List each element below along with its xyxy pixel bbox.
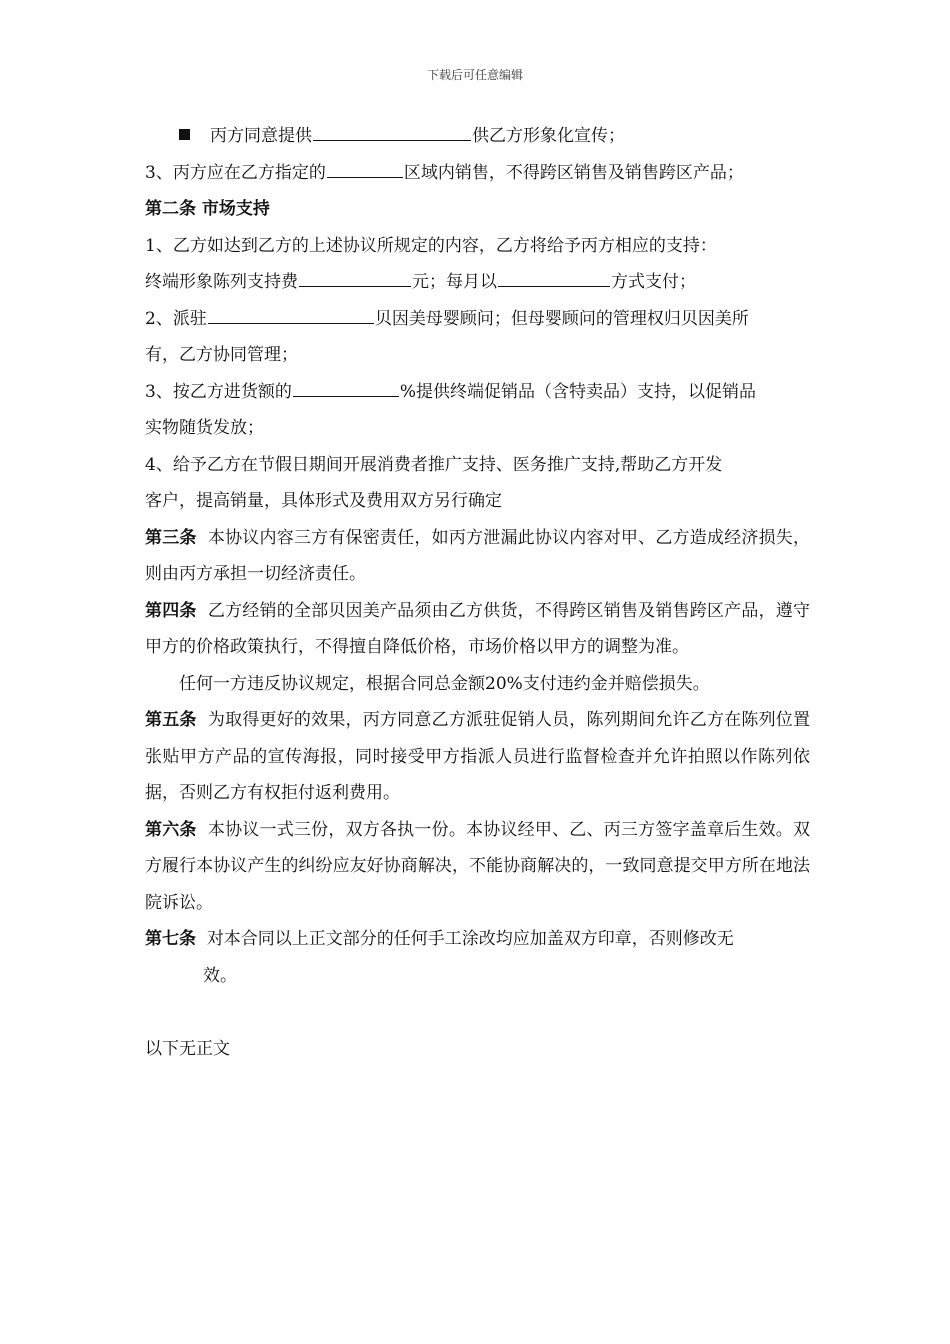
article-3-heading: 第三条 (145, 527, 197, 548)
article-6-body: 本协议一式三份，双方各执一份。本协议经甲、乙、丙三方签字盖章后生效。双方履行本协议产生的纠纷应友好协商解决，不能协商解决的，一致同意提交甲方所在地法院诉讼。 (145, 819, 811, 913)
article-3-body: 本协议内容三方有保密责任，如丙方泄漏此协议内容对甲、乙方造成经济损失，则由丙方承担一切经济责任。 (145, 527, 811, 584)
article-7 (145, 921, 810, 958)
article-4 (145, 593, 810, 666)
clause-line: 4、给予乙方在节假日期间开展消费者推广支持、医务推广支持,帮助乙方开发 (145, 454, 723, 475)
clause-line: 实物随货发放； (145, 418, 264, 438)
clause-line-bullet (145, 118, 810, 155)
text-segment: 终端形象陈列支持费 (145, 272, 298, 292)
article-6-heading: 第六条 (145, 819, 197, 840)
end-of-text: 以下无正文 (145, 1038, 230, 1059)
article-5 (145, 702, 810, 812)
text-segment: 3、丙方应在乙方指定的 (145, 162, 326, 183)
fill-blank[interactable] (313, 122, 471, 141)
clause-line: 客户，提高销量，具体形式及费用双方另行确定 (145, 491, 502, 511)
square-bullet-icon (179, 129, 190, 140)
fill-blank[interactable] (208, 305, 374, 324)
text-segment: 2、派驻 (145, 308, 207, 329)
document-body (145, 118, 810, 1067)
text-segment: 贝因美母婴顾问；但母婴顾问的管理权归贝因美所 (374, 308, 749, 329)
fill-blank[interactable] (299, 268, 411, 287)
clause-line (145, 301, 810, 338)
clause-line: 1、乙方如达到乙方的上述协议所规定的内容，乙方将给予丙方相应的支持： (145, 235, 717, 256)
article-6 (145, 812, 810, 922)
text-segment: 区域内销售，不得跨区销售及销售跨区产品； (403, 162, 744, 183)
page-header: 下载后可任意编辑 (426, 68, 523, 82)
article-3 (145, 520, 810, 593)
fill-blank[interactable] (327, 159, 403, 178)
article-2-title: 第二条 市场支持 (145, 199, 270, 219)
clause-line (145, 155, 810, 192)
text-segment: 3、按乙方进货额的 (145, 381, 292, 402)
text-segment: 丙方同意提供 (210, 126, 312, 146)
article-5-body: 为取得更好的效果，丙方同意乙方派驻促销人员，陈列期间允许乙方在陈列位置张贴甲方产品的宣传海报，同时接受甲方指派人员进行监督检查并允许拍照以作陈列依据，否则乙方有权拒付返利费用。 (145, 710, 811, 803)
breach-clause: 任何一方违反协议规定，根据合同总金额20%支付违约金并赔偿损失。 (179, 673, 710, 694)
article-7-continued: 效。 (203, 965, 237, 986)
clause-line (145, 374, 810, 411)
article-4-heading: 第四条 (145, 600, 197, 621)
blank-spacer (145, 994, 810, 1031)
text-segment: %提供终端促销品（含特卖品）支持，以促销品 (399, 381, 756, 402)
article-7-heading: 第七条 (145, 929, 196, 949)
text-segment: 供乙方形象化宣传； (472, 126, 625, 146)
article-7-body: 对本合同以上正文部分的任何手工涂改均应加盖双方印章，否则修改无 (206, 929, 734, 949)
fill-blank[interactable] (293, 378, 399, 397)
clause-line (145, 264, 810, 301)
article-4-body: 乙方经销的全部贝因美产品须由乙方供货，不得跨区销售及销售跨区产品，遵守甲方的价格政策执行，不得擅自降低价格，市场价格以甲方的调整为准。 (145, 600, 811, 657)
text-segment: 方式支付； (611, 272, 696, 292)
fill-blank[interactable] (498, 268, 610, 287)
article-5-heading: 第五条 (145, 710, 197, 730)
clause-line: 有，乙方协同管理； (145, 345, 298, 365)
text-segment: 元；每月以 (412, 272, 497, 292)
